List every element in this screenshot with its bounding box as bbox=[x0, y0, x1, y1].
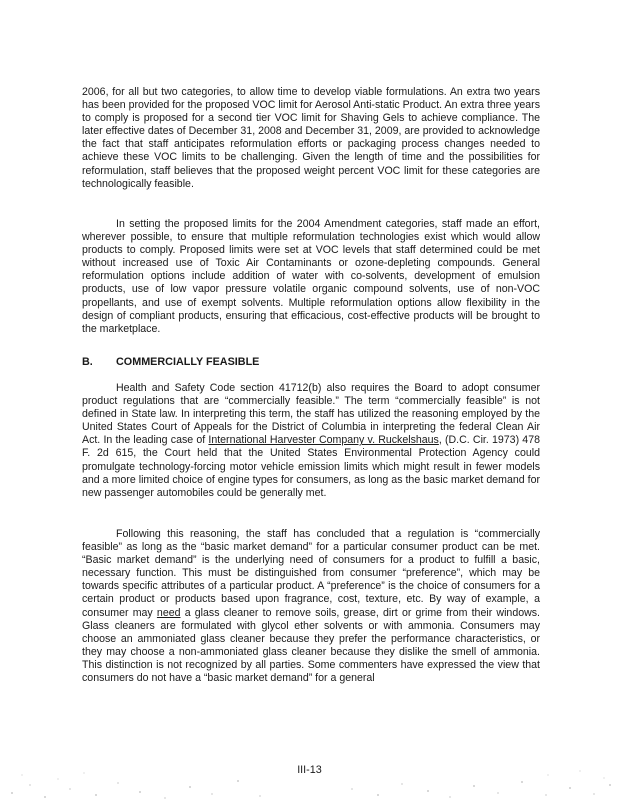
paragraph-3-part-2: , (D.C. Cir. 1973) 478 F. 2d 615, the Court held that the United States Environmental Protection Agency could promulgate technology-forcing motor vehicle emission limits which might result in fewer models and a more limited choice of engine types for consumers, as long as the basic market demand for new passenger automobiles could be generally met. bbox=[82, 434, 540, 499]
page-number: III-13 bbox=[297, 764, 322, 776]
paragraph-4 bbox=[82, 528, 540, 685]
paragraph-3 bbox=[82, 382, 540, 500]
paragraph-4-part-2: a glass cleaner to remove soils, grease, dirt or grime from their windows. Glass cleaners are formulated with glycol ether solvents or with ammonia. Consumers may choose an ammoniated glass cleaner because they prefer the performance characteristics, or they may choose a non-ammoniated glass cleaner because they dislike the smell of ammonia. This distinction is not recognized by all parties. Some commenters have expressed the view that consumers do not have a “basic market demand” for a general bbox=[82, 606, 540, 685]
paragraph-3-part-1: Health and Safety Code section 41712(b) also requires the Board to adopt consumer product regulations that are “commercially feasible.” The term “commercially feasible” is not defined in State law. In interpreting this term, the staff has utilized the reasoning employed by the United States Court of Appeals for the District of Columbia in interpreting the federal Clean Air Act. In the leading case of bbox=[82, 382, 540, 447]
emphasized-word: need bbox=[156, 606, 181, 619]
paragraph-2: In setting the proposed limits for the 2004 Amendment categories, staff made an effort, wherever possible, to ensure that multiple reformulation technologies exist which would allow products to comply. Proposed limits were set at VOC levels that staff determined could be met without increased use of Toxic Air Contaminants or ozone-depleting compounds. General reformulation options include addition of water with co-solvents, development of emulsion products, use of low vapor pressure volatile organic compound solvents, use of non-VOC propellants, and use of exempt solvents. Multiple reformulation options allow flexibility in the design of compliant products, ensuring that efficacious, cost-effective products will be brought to the marketplace. bbox=[82, 218, 540, 335]
section-heading bbox=[82, 356, 259, 368]
case-citation: International Harvester Company v. Ruckelshaus bbox=[208, 434, 439, 447]
section-letter: B. bbox=[82, 356, 93, 368]
paragraph-4-part-1: Following this reasoning, the staff has concluded that a regulation is “commercially feasible” as long as the “basic market demand” for a particular consumer product can be met. “Basic market demand” is the underlying need of consumers for a product to fulfill a basic, necessary function. This must be distinguished from consumer “preference”, which may be towards specific attributes of a particular product. A “preference” is the choice of consumers for a certain product or products based upon fragrance, cost, texture, etc. By way of example, a consumer may bbox=[82, 528, 540, 619]
paragraph-1: 2006, for all but two categories, to allow time to develop viable formulations. An extra two years has been provided for the proposed VOC limit for Aerosol Anti-static Product. An extra three years to comply is proposed for a second tier VOC limit for Shaving Gels to achieve compliance. The later effective dates of December 31, 2008 and December 31, 2009, are provided to acknowledge the fact that staff anticipates reformulation efforts or packaging process changes needed to achieve these VOC limits to be challenging. Given the length of time and the possibilities for reformulation, staff believes that the proposed weight percent VOC limit for these categories are technologically feasible. bbox=[82, 86, 540, 190]
section-title: COMMERCIALLY FEASIBLE bbox=[116, 356, 260, 368]
